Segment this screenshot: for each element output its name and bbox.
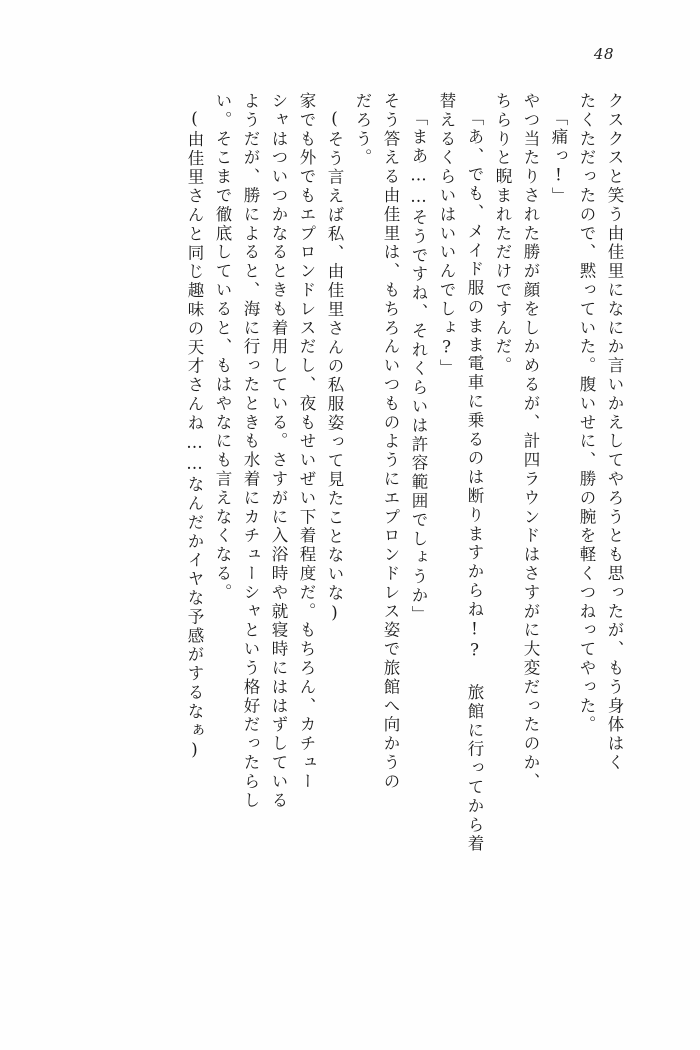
- text-line: い。そこまで徹底していると、もはやなにも言えなくなる。: [213, 92, 232, 603]
- text-line: クスクスと笑う由佳里になにか言いかえしてやろうとも思ったが、もう身体はく: [605, 92, 624, 773]
- text-line: 家でも外でもエプロンドレスだし、夜もせいぜい下着程度だ。もちろん、カチュー: [297, 92, 316, 792]
- text-line: そう答える由佳里は、もちろんいつものようにエプロンドレス姿で旅館へ向かうの: [381, 92, 400, 792]
- text-line: ようだが、勝によると、海に行ったときも水着にカチューシャという格好だったらし: [241, 92, 260, 811]
- vertical-text-body: [58, 92, 622, 972]
- text-line: やつ当たりされた勝が顔をしかめるが、計四ラウンドはさすがに大変だったのか、: [521, 92, 540, 792]
- text-line: 「まあ……そうですね、それくらいは許容範囲でしょうか」: [409, 109, 428, 625]
- text-line: シャはついつかなるときも着用している。さすがに入浴時や就寝時にははずしている: [269, 92, 288, 811]
- text-line: 替えるくらいはいいんでしょ?」: [437, 92, 456, 378]
- text-line: 「あ、でも、メイド服のまま電車に乗るのは断りますからね!? 旅館に行ってから着: [465, 109, 484, 854]
- text-line: たくただったので、黙っていた。腹いせに、勝の腕を軽くつねってやった。: [577, 92, 596, 735]
- text-line: 「痛っ!」: [549, 109, 568, 206]
- page-number: 48: [593, 45, 614, 63]
- text-line: (そう言えば私、由佳里さんの私服姿って見たことないな): [325, 109, 344, 625]
- text-line: ちらりと睨まれただけですんだ。: [493, 92, 512, 376]
- text-line: だろう。: [353, 92, 372, 168]
- text-line: (由佳里さんと同じ趣味の天才さんね……なんだかイヤな予感がするなぁ): [185, 109, 204, 762]
